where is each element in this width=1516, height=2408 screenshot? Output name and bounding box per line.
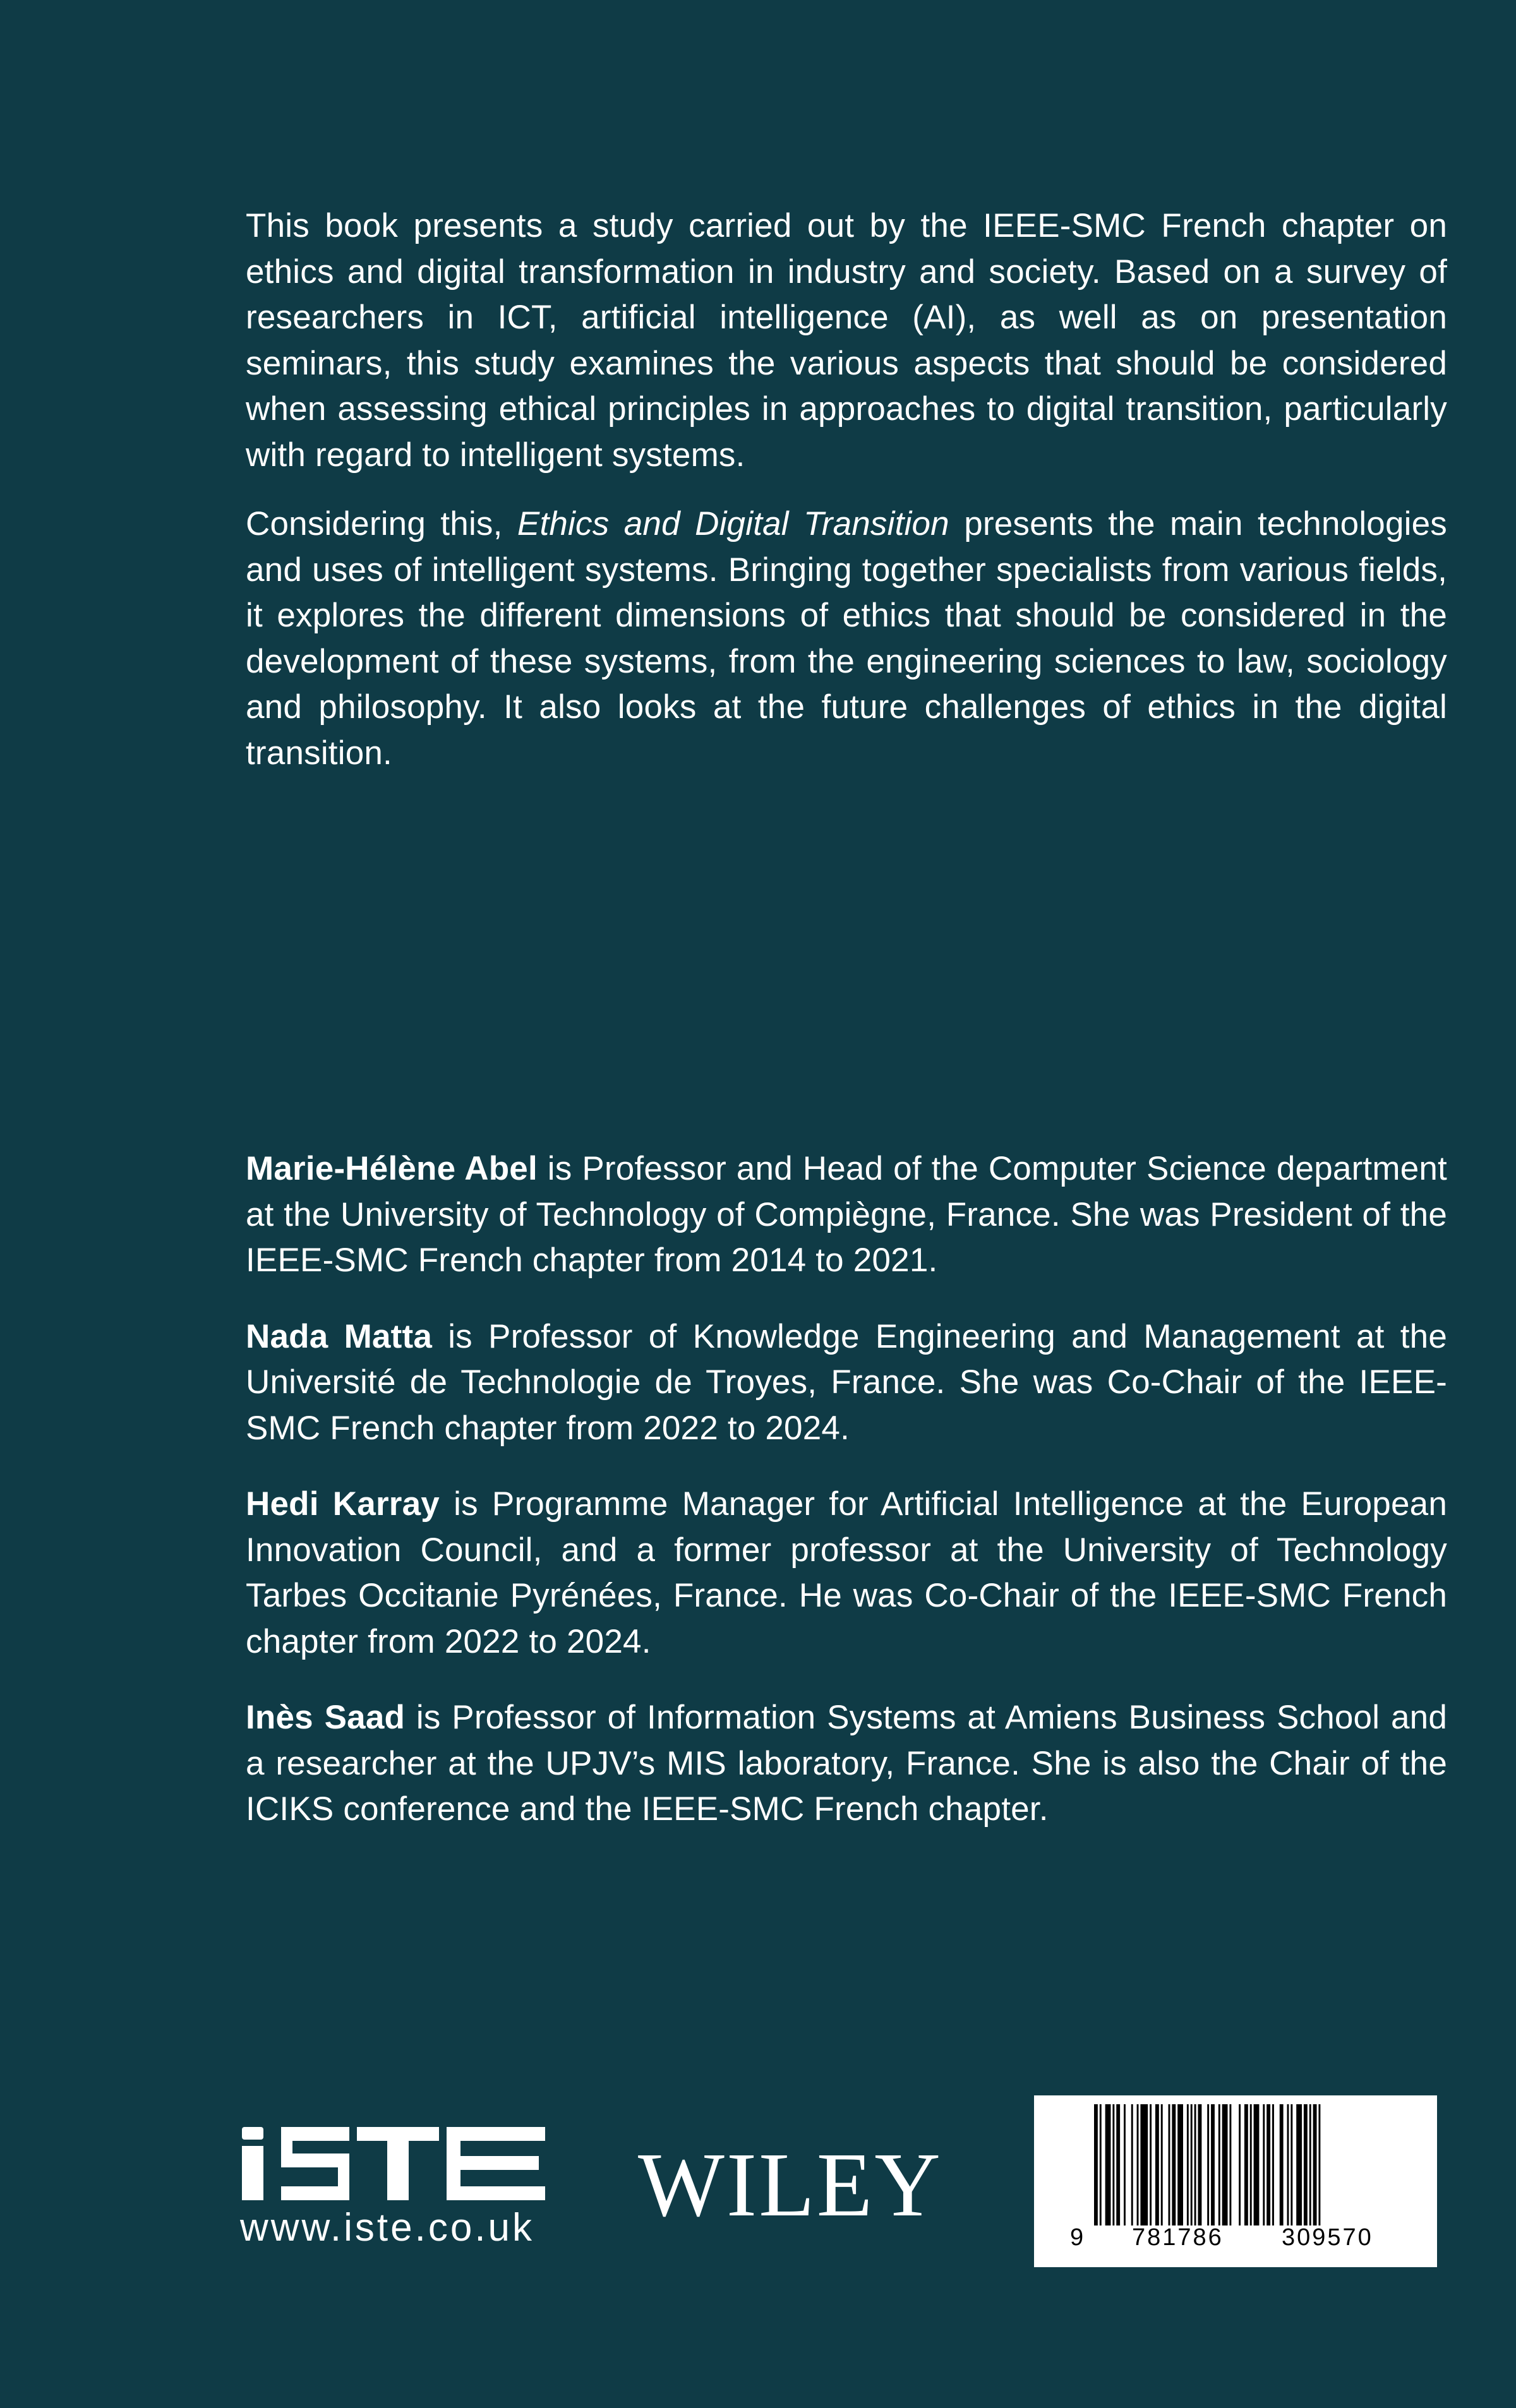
barcode-bar (1239, 2104, 1241, 2225)
author-description: is Programme Manager for Artificial Intelligence at the European Innovation Council, and a former professor at the University of Technology Tarbes Occitanie Pyrénées, France. He was Co-Chair of the IEEE-SMC French chapter from 2022 to 2024. (246, 1485, 1448, 1660)
barcode-bar (1229, 2104, 1231, 2225)
barcode-bar (1191, 2104, 1193, 2225)
summary-paragraph-2 (246, 501, 1447, 776)
author-bios (246, 1146, 1447, 1833)
barcode-bar (1161, 2104, 1163, 2225)
barcode-left-digits: 781786 (1132, 2224, 1224, 2251)
barcode-bar (1112, 2104, 1114, 2225)
barcode-bar (1155, 2104, 1159, 2225)
barcode-bar (1116, 2104, 1120, 2225)
barcode-bar (1254, 2104, 1260, 2225)
barcode-bar (1280, 2104, 1284, 2225)
barcode-bar (1172, 2104, 1176, 2225)
barcode-bar (1250, 2104, 1252, 2225)
barcode-bar (1187, 2104, 1189, 2225)
barcode-right-digits: 309570 (1282, 2224, 1373, 2251)
author-name: Marie-Hélène Abel (246, 1150, 538, 1187)
summary-paragraph-1: This book presents a study carried out by the IEEE-SMC French chapter on ethics and digital transformation in industry and society. Based on a survey of researchers in ICT, artificial intelligence (AI), as well as on presentation seminars, this study examines the various aspects that should be considered when assessing ethical principles in approaches to digital transition, particularly with regard to intelligent systems. (246, 207, 1447, 474)
barcode-bar (1318, 2104, 1320, 2225)
barcode-bar (1140, 2104, 1148, 2225)
author-description: is Professor of Information Systems at Amiens Business School and a researcher at the UPJV’s MIS laboratory, France. She is also the Chair of the ICIKS conference and the IEEE-SMC French chapter. (246, 1699, 1447, 1828)
barcode-bar (1094, 2104, 1098, 2225)
iste-website-url: www.iste.co.uk (240, 2206, 535, 2249)
barcode-bar (1177, 2104, 1183, 2225)
barcode-bar (1211, 2104, 1215, 2225)
isbn-barcode (1034, 2095, 1437, 2267)
barcode-bar (1169, 2104, 1170, 2225)
barcode-bar (1105, 2104, 1111, 2225)
barcode-bar (1218, 2104, 1220, 2225)
author-bio (246, 1482, 1447, 1665)
author-bio (246, 1314, 1447, 1452)
barcode-bar (1309, 2104, 1311, 2225)
author-bio (246, 1695, 1447, 1833)
author-name: Hedi Karray (246, 1485, 440, 1523)
barcode-bar (1222, 2104, 1228, 2225)
barcode-bar (1263, 2104, 1265, 2225)
author-description: is Professor and Head of the Computer Science department at the University of Technology of Compiègne, France. She was President of the IEEE-SMC French chapter from 2014 to 2021. (246, 1150, 1447, 1279)
barcode-first-digit: 9 (1070, 2224, 1086, 2251)
barcode-bar (1100, 2104, 1102, 2225)
author-description: is Professor of Knowledge Engineering and Management at the Université de Technologie de Troyes, France. She was Co-Chair of the IEEE-SMC French chapter from 2022 to 2024. (246, 1317, 1447, 1447)
barcode-bar (1287, 2104, 1289, 2225)
barcode-bar (1244, 2104, 1248, 2225)
iste-logo (242, 2127, 545, 2201)
author-bio (246, 1146, 1447, 1284)
barcode-bar (1313, 2104, 1317, 2225)
barcode-bar (1272, 2104, 1274, 2225)
barcode-bar (1296, 2104, 1302, 2225)
barcode-bar (1194, 2104, 1196, 2225)
wiley-logo: WILEY (638, 2135, 943, 2236)
book-title: Ethics and Digital Transition (517, 505, 949, 542)
barcode-bar (1124, 2104, 1126, 2225)
author-name: Inès Saad (246, 1699, 406, 1736)
author-name: Nada Matta (246, 1317, 432, 1355)
summary-paragraph-2-intro: Considering this, (246, 505, 517, 542)
book-summary (246, 203, 1447, 776)
barcode-bar (1207, 2104, 1209, 2225)
barcode-bar (1150, 2104, 1152, 2225)
summary-paragraph-2-body: presents the main technologies and uses of intelligent systems. Bringing together specialists from various fields, it explores the different dimensions of ethics that should be considered in the development of these systems, from the engineering sciences to law, sociology and philosophy. It also looks at the future challenges of ethics in the digital transition. (246, 505, 1448, 772)
barcode-bar (1304, 2104, 1308, 2225)
barcode-bar (1198, 2104, 1202, 2225)
barcode-bar (1266, 2104, 1270, 2225)
barcode-bar (1131, 2104, 1133, 2225)
barcode-bar (1137, 2104, 1139, 2225)
barcode-bar (1290, 2104, 1292, 2225)
barcode-bars (1094, 2104, 1391, 2225)
